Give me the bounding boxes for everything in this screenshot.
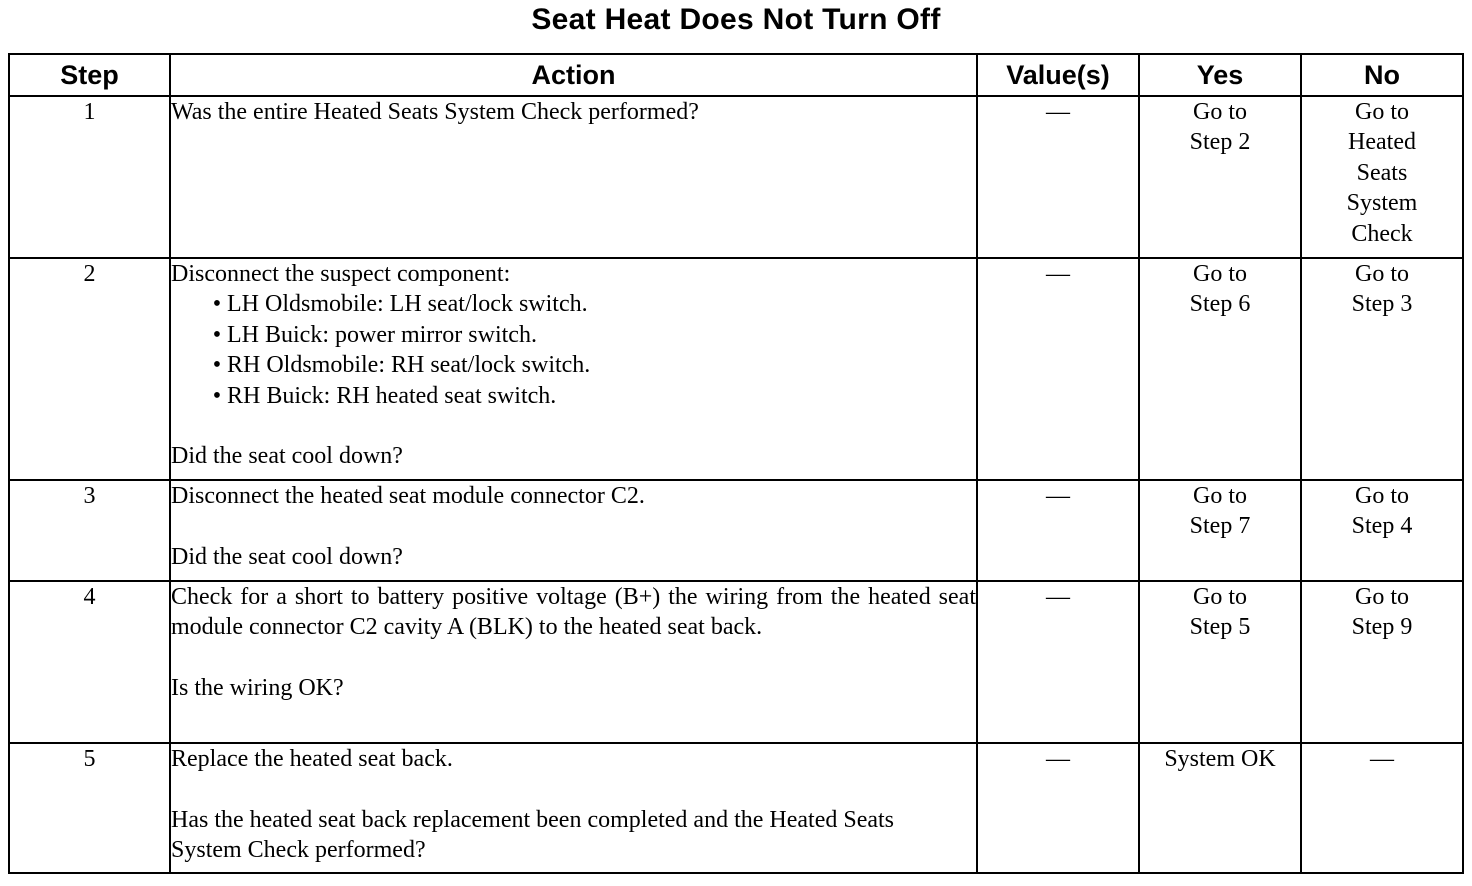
diagnostic-table [8, 53, 1464, 874]
header-step: Step [9, 54, 170, 96]
bullet-icon: • [212, 382, 222, 409]
no-text-line: — [1370, 746, 1394, 772]
list-item-text: RH Oldsmobile: RH seat/lock switch. [227, 352, 591, 379]
table-row [9, 581, 1463, 743]
header-yes: Yes [1139, 54, 1301, 96]
no-text-line: Go to [1355, 483, 1409, 509]
list-item-text: LH Oldsmobile: LH seat/lock switch. [227, 291, 588, 318]
no-cell [1301, 480, 1463, 581]
yes-text-line: Go to [1193, 99, 1247, 125]
table-row [9, 96, 1463, 258]
action-question: Is the wiring OK? [171, 675, 344, 702]
table-row [9, 258, 1463, 480]
header-action: Action [170, 54, 977, 96]
list-item [207, 381, 976, 411]
yes-cell [1139, 96, 1301, 258]
list-item [207, 350, 976, 380]
list-item-text: RH Buick: RH heated seat switch. [227, 382, 557, 409]
yes-cell [1139, 581, 1301, 743]
action-cell [170, 743, 977, 873]
yes-text-line: Go to [1193, 261, 1247, 287]
action-instruction: Disconnect the heated seat module connector C2. [171, 483, 645, 509]
header-values: Value(s) [977, 54, 1139, 96]
no-text-line: Step 4 [1351, 513, 1413, 540]
table-row [9, 743, 1463, 873]
list-item [207, 320, 976, 350]
no-text-line: Step 9 [1351, 614, 1413, 641]
table-row [9, 480, 1463, 581]
no-text-line: Go to [1355, 99, 1409, 125]
action-instruction: Disconnect the suspect component: [171, 261, 511, 287]
no-text-line: Go to [1355, 584, 1409, 610]
no-text-line: Check [1351, 220, 1413, 247]
step-number: 3 [9, 480, 170, 581]
action-question: Did the seat cool down? [171, 543, 403, 570]
yes-text-line: Go to [1193, 584, 1247, 610]
step-number: 4 [9, 581, 170, 743]
bullet-icon: • [212, 291, 222, 318]
yes-cell [1139, 480, 1301, 581]
action-cell [170, 480, 977, 581]
action-cell [170, 258, 977, 480]
no-text-line: System [1346, 190, 1418, 217]
list-item-text: LH Buick: power mirror switch. [227, 321, 537, 348]
yes-text-line: Step 5 [1189, 614, 1251, 641]
no-cell [1301, 258, 1463, 480]
value-cell: — [977, 96, 1139, 258]
no-text-line: Go to [1355, 261, 1409, 287]
no-text-line: Step 3 [1351, 291, 1413, 318]
page-title: Seat Heat Does Not Turn Off [531, 3, 941, 36]
action-cell [170, 581, 977, 743]
action-question: Has the heated seat back replacement been completed and the Heated Seats System Check performed? [171, 806, 894, 864]
step-number: 1 [9, 96, 170, 258]
no-text-line: Seats [1356, 159, 1408, 186]
no-cell [1301, 581, 1463, 743]
value-cell: — [977, 258, 1139, 480]
no-cell [1301, 96, 1463, 258]
list-item [207, 289, 976, 319]
yes-cell [1139, 258, 1301, 480]
no-text-line: Heated [1348, 129, 1416, 156]
bullet-icon: • [212, 352, 222, 379]
action-instruction: Replace the heated seat back. [171, 746, 453, 772]
step-number: 2 [9, 258, 170, 480]
yes-text-line: Step 2 [1189, 129, 1251, 156]
table-header-row [9, 54, 1463, 96]
action-cell [170, 96, 977, 258]
header-no: No [1301, 54, 1463, 96]
action-question: Was the entire Heated Seats System Check performed? [171, 99, 699, 125]
value-cell: — [977, 480, 1139, 581]
component-list [171, 289, 976, 411]
yes-text-line: Go to [1193, 483, 1247, 509]
yes-cell [1139, 743, 1301, 873]
no-cell [1301, 743, 1463, 873]
value-cell: — [977, 743, 1139, 873]
action-question: Did the seat cool down? [171, 443, 403, 470]
yes-text-line: System OK [1164, 746, 1276, 772]
action-instruction: Check for a short to battery positive voltage (B+) the wiring from the heated seat module connector C2 cavity A (BLK) to the heated seat back. [171, 584, 976, 641]
value-cell: — [977, 581, 1139, 743]
yes-text-line: Step 6 [1189, 291, 1251, 318]
bullet-icon: • [212, 321, 222, 348]
yes-text-line: Step 7 [1189, 513, 1251, 540]
step-number: 5 [9, 743, 170, 873]
